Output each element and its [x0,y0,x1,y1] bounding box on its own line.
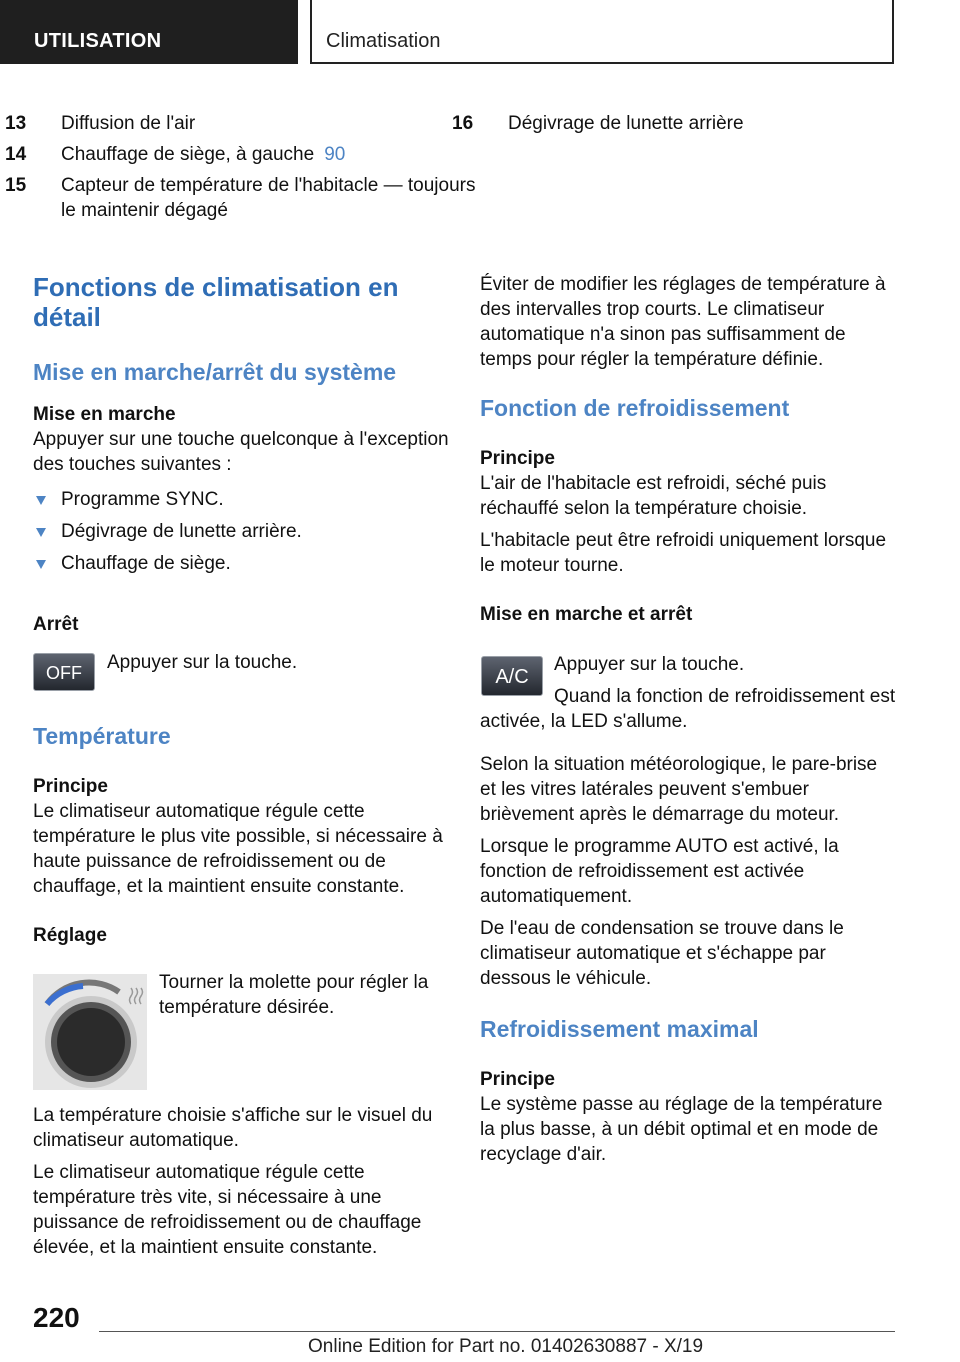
header-section-label: UTILISATION [34,30,162,52]
off-text-block: Appuyer sur la touche. [107,652,298,673]
condensation-text: De l'eau de condensation se trouve dans le climatiseur automatique et s'échappe par dessous le véhicule. [480,918,844,989]
heading-principle: Principe [480,1069,555,1090]
off-button-icon: OFF [33,653,95,691]
left-column [33,272,453,576]
bullet-triangle-icon [36,560,46,569]
ac-text-block: Appuyer sur la touche. [554,654,745,675]
temperature-section [33,722,453,948]
heading-temperature: Température [33,723,171,749]
temperature-details [33,1103,453,1260]
main-heading: Fonctions de climatisation en détail [33,272,399,332]
avoid-text: Éviter de modifier les réglages de température à des intervalles trop courts. Le climatiseur automatique n'a sinon pas suffisamment de temps pour régler la température définie. [480,274,886,370]
on-text: Appuyer sur une touche quelconque à l'exception des touches suivantes : [33,429,449,475]
legend-item-16: 16 Dégivrage de lunette arrière [452,113,744,134]
header-chapter-tab [310,0,894,64]
heading-on-and-off: Mise en marche et arrêt [480,604,693,625]
heading-principle: Principe [480,448,555,469]
heading-off: Arrêt [33,614,79,635]
heading-principle: Principe [33,776,108,797]
header-chapter-label: Climatisation [326,30,441,52]
max-cooling-text: Le système passe au réglage de la température la plus basse, à un débit optimal et en mode de recyclage d'air. [480,1094,883,1165]
legend-item-15: 15 Capteur de température de l'habitacle — toujours le maintenir dégagé [5,175,476,221]
display-text: La température choisie s'affiche sur le visuel du climatiseur automatique. [33,1105,433,1151]
bullet-triangle-icon [36,528,46,537]
temperature-knob-image [33,974,147,1090]
cooling-text-2: L'habitacle peut être refroidi uniquement lorsque le moteur tourne. [480,530,887,576]
right-column-bottom [480,752,898,1167]
right-column-top [480,272,898,627]
edition-text: Online Edition for Part no. 01402630887 - X/19 [308,1336,704,1357]
auto-text: Lorsque le programme AUTO est activé, la fonction de refroidissement est activée automatiquement. [480,836,839,907]
legend-item-14: 14 Chauffage de siège, à gauche 90 [5,144,346,165]
bullet-triangle-icon [36,496,46,505]
off-heading-block [33,612,453,637]
regulate-text: Le climatiseur automatique régule cette température très vite, si nécessaire à une puissance de refroidissement ou de chauffage élevée, et la maintient ensuite constante. [33,1162,422,1258]
heading-max-cooling: Refroidissement maximal [480,1016,759,1042]
bullet-item: Programme SYNC. [33,487,453,512]
bullet-item: Dégivrage de lunette arrière. [33,519,453,544]
page-number: 220 [33,1302,80,1333]
heading-cooling: Fonction de refroidissement [480,395,790,421]
heading-on: Mise en marche [33,404,176,425]
legend-left [5,111,476,229]
weather-text: Selon la situation météorologique, le pare-brise et les vitres latérales peuvent s'embuer brièvement après le démarrage du moteur. [480,754,878,825]
page-reference-link[interactable]: 90 [324,144,346,165]
cooling-text-1: L'air de l'habitacle est refroidi, séché puis réchauffé selon la température choisie. [480,473,827,519]
footer-divider [99,1331,895,1332]
ac-button-icon: A/C [481,656,543,696]
temperature-principle-text: Le climatiseur automatique régule cette température le plus vite possible, si nécessaire à haute puissance de refroidissement ou de chauffage, et la maintient ensuite constante. [33,801,443,897]
ac-led-text-block: Quand la fonction de refroidissement est activée, la LED s'allume. [480,686,896,732]
header-section-tab [0,0,298,64]
legend-item-13: 13 Diffusion de l'air [5,113,196,134]
setting-text-block: Tourner la molette pour régler la température désirée. [159,972,429,1018]
legend-right [452,111,898,142]
heading-on-off: Mise en marche/arrêt du système [33,359,397,385]
heading-setting: Réglage [33,925,107,946]
bullet-item: Chauffage de siège. [33,551,453,576]
